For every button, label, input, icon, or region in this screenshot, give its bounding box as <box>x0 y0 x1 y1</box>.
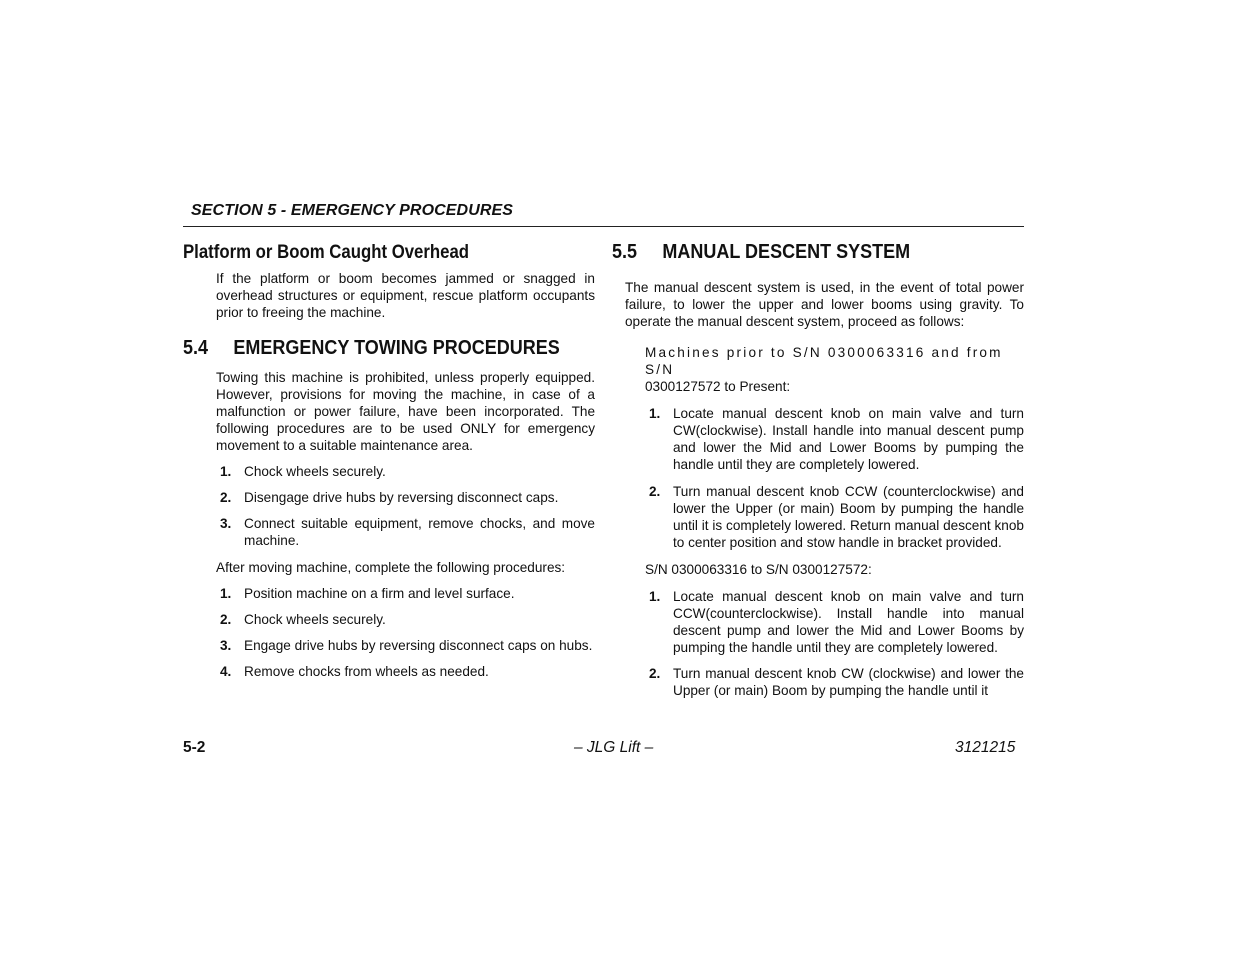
step-text: Position machine on a firm and level surface. <box>244 586 515 601</box>
section-number: 5.4 <box>183 337 209 359</box>
group-b-steps-list <box>612 588 1024 699</box>
step-number: 1. <box>649 406 661 421</box>
step-number: 2. <box>220 490 232 505</box>
header-divider <box>183 226 1024 227</box>
step-number: 2. <box>649 484 661 499</box>
step-text: Disengage drive hubs by reversing disconnect caps. <box>244 490 559 505</box>
section-title: MANUAL DESCENT SYSTEM <box>662 241 911 263</box>
step-text: Turn manual descent knob CCW (counterclockwise) and lower the Upper (or main) Boom by pumping the handle until it is completely lowered. Return manual descent knob to center position and stow handle in bracket provided. <box>673 484 1024 550</box>
section-5-4-heading <box>183 336 560 360</box>
list-item <box>649 405 1024 473</box>
document-number: 3121215 <box>955 739 1016 756</box>
descent-intro-paragraph: The manual descent system is used, in the event of total power failure, to lower the upper and lower booms using gravity. To operate the manual descent system, proceed as follows: <box>625 280 1024 329</box>
step-text: Chock wheels securely. <box>244 464 386 479</box>
list-item <box>220 489 595 506</box>
group-a-label-line-1: Machines prior to S/N 0300063316 and from S/N <box>645 345 1003 377</box>
footer-brand: – JLG Lift – <box>574 739 654 756</box>
list-item <box>220 637 595 654</box>
subsection-paragraph: If the platform or boom becomes jammed or snagged in overhead structures or equipment, rescue platform occupants prior to freeing the machine. <box>216 271 595 320</box>
list-item <box>649 588 1024 656</box>
after-moving-paragraph: After moving machine, complete the following procedures: <box>216 560 566 575</box>
list-item <box>220 585 595 602</box>
left-column <box>183 240 595 680</box>
towing-steps-list <box>183 463 595 549</box>
step-number: 1. <box>220 586 232 601</box>
group-a-label-line-2: 0300127572 to Present: <box>645 379 791 394</box>
step-text: Locate manual descent knob on main valve and turn CCW(counterclockwise). Install handle into manual descent pump and lower the Mid and Lower Booms by pumping the handle until they are completely lowered. <box>673 589 1024 655</box>
step-text: Engage drive hubs by reversing disconnect caps on hubs. <box>244 638 593 653</box>
right-column <box>612 240 1024 699</box>
list-item <box>220 515 595 549</box>
step-number: 3. <box>220 638 232 653</box>
towing-intro-paragraph: Towing this machine is prohibited, unless properly equipped. However, provisions for moving the machine, in case of a malfunction or power failure, have been incorporated. The following procedures are to be used ONLY for emergency movement to a suitable maintenance area. <box>216 370 595 453</box>
list-item <box>649 665 1024 699</box>
step-number: 4. <box>220 664 232 679</box>
step-number: 2. <box>649 666 661 681</box>
step-text: Remove chocks from wheels as needed. <box>244 664 489 679</box>
page-number: 5-2 <box>183 739 206 756</box>
step-number: 2. <box>220 612 232 627</box>
step-text: Turn manual descent knob CW (clockwise) and lower the Upper (or main) Boom by pumping the handle until it <box>673 666 1024 698</box>
step-text: Chock wheels securely. <box>244 612 386 627</box>
step-number: 1. <box>649 589 661 604</box>
step-text: Locate manual descent knob on main valve and turn CW(clockwise). Install handle into manual descent pump and lower the Mid and Lower Booms by pumping the handle until they are completely lowered. <box>673 406 1024 472</box>
after-moving-steps-list <box>183 585 595 680</box>
group-b-label: S/N 0300063316 to S/N 0300127572: <box>645 562 872 577</box>
list-item <box>649 483 1024 551</box>
step-number: 3. <box>220 516 232 531</box>
section-header: SECTION 5 - EMERGENCY PROCEDURES <box>191 202 514 219</box>
step-number: 1. <box>220 464 232 479</box>
list-item <box>220 611 595 628</box>
subsection-title: Platform or Boom Caught Overhead <box>183 241 470 263</box>
list-item <box>220 663 595 680</box>
list-item <box>220 463 595 480</box>
section-number: 5.5 <box>612 241 638 263</box>
group-a-steps-list <box>612 405 1024 551</box>
section-title: EMERGENCY TOWING PROCEDURES <box>233 337 560 359</box>
section-5-5-heading <box>612 240 983 264</box>
step-text: Connect suitable equipment, remove chocks, and move machine. <box>244 516 595 548</box>
